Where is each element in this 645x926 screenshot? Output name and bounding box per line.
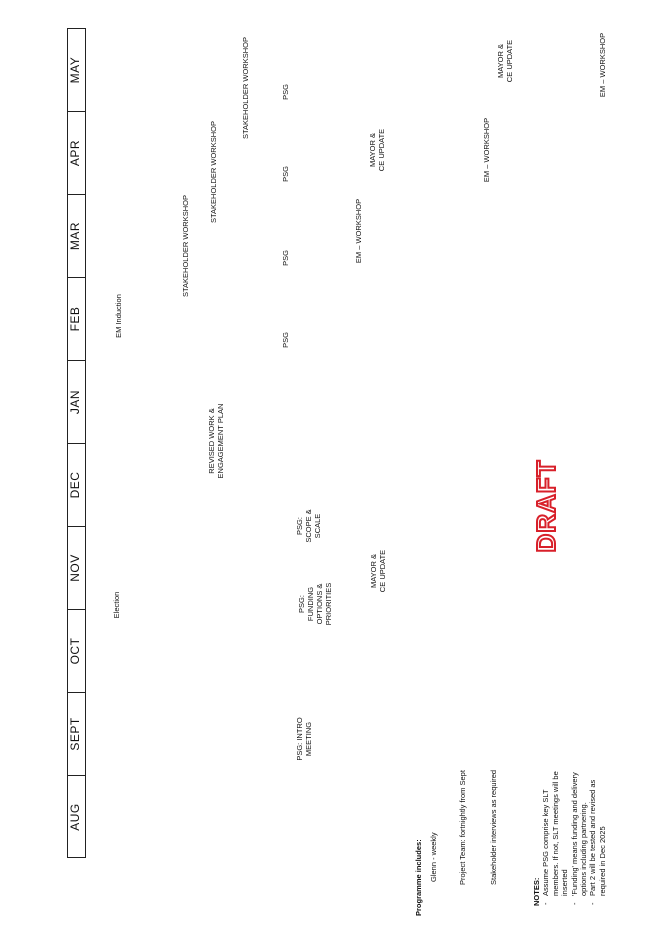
programme-item-stakeholder-interviews: Stakeholder interviews as required bbox=[489, 769, 498, 885]
event-stakeholder-workshop-may: STAKEHOLDER WORKSHOP bbox=[241, 37, 250, 139]
month-divider bbox=[67, 194, 86, 195]
event-psg-feb: PSG bbox=[281, 332, 290, 348]
month-sept: SEPT bbox=[68, 717, 82, 751]
month-mar: MAR bbox=[68, 221, 82, 251]
event-psg-funding: PSG: FUNDING OPTIONS & PRIORITIES bbox=[297, 582, 333, 626]
event-mayor-update-nov: MAYOR & CE UPDATE bbox=[369, 549, 387, 593]
notes-section bbox=[532, 766, 607, 906]
notes-item: - Assume PSG comprise key SLT members. If not, SLT meetings will be inserted bbox=[541, 766, 569, 896]
event-psg-intro: PSG: INTRO MEETING bbox=[295, 717, 313, 761]
notes-heading: NOTES: bbox=[532, 877, 541, 906]
month-divider bbox=[67, 360, 86, 361]
event-election: Election bbox=[112, 591, 121, 619]
programme-heading: Programme includes: bbox=[414, 839, 423, 916]
month-dec: DEC bbox=[68, 471, 82, 499]
programme-item-glenn: Glenn - weekly bbox=[429, 832, 438, 882]
event-psg-scope: PSG: SCOPE & SCALE bbox=[295, 509, 322, 543]
event-stakeholder-workshop-feb: STAKEHOLDER WORKSHOP bbox=[181, 195, 190, 297]
event-psg-apr: PSG bbox=[281, 166, 290, 182]
event-psg-mar: PSG bbox=[281, 250, 290, 266]
notes-list bbox=[541, 766, 607, 906]
event-em-workshop-mar: EM – WORKSHOP bbox=[354, 198, 363, 264]
event-em-induction: EM Induction bbox=[114, 294, 123, 338]
event-em-workshop-apr: EM – WORKSHOP bbox=[482, 117, 491, 183]
month-divider bbox=[67, 609, 86, 610]
month-aug: AUG bbox=[68, 803, 82, 831]
month-apr: APR bbox=[68, 139, 82, 167]
event-stakeholder-workshop-mar: STAKEHOLDER WORKSHOP bbox=[209, 121, 218, 223]
month-divider bbox=[67, 277, 86, 278]
draft-stamp: DRAFT bbox=[531, 459, 561, 553]
month-divider bbox=[67, 443, 86, 444]
month-jan: JAN bbox=[68, 389, 82, 415]
programme-item-project-team: Project Team: fortnightly from Sept bbox=[458, 770, 467, 885]
event-mayor-update-apr: MAYOR & CE UPDATE bbox=[368, 128, 386, 172]
notes-item: - Part 2 will be tested and revised as required in Dec 2025 bbox=[588, 766, 607, 896]
month-oct: OCT bbox=[68, 637, 82, 665]
month-feb: FEB bbox=[68, 306, 82, 332]
month-may: MAY bbox=[68, 56, 82, 84]
month-divider bbox=[67, 111, 86, 112]
event-em-workshop-may: EM – WORKSHOP bbox=[598, 32, 607, 98]
event-revised-work-plan: REVISED WORK & ENGAGEMENT PLAN bbox=[207, 403, 225, 479]
month-divider bbox=[67, 775, 86, 776]
event-psg-may: PSG bbox=[281, 84, 290, 100]
month-divider bbox=[67, 526, 86, 527]
notes-item: - 'Funding' means funding and delivery options including partnering. bbox=[570, 766, 589, 896]
month-divider bbox=[67, 692, 86, 693]
event-mayor-update-may: MAYOR & CE UPDATE bbox=[496, 39, 514, 83]
month-nov: NOV bbox=[68, 554, 82, 582]
